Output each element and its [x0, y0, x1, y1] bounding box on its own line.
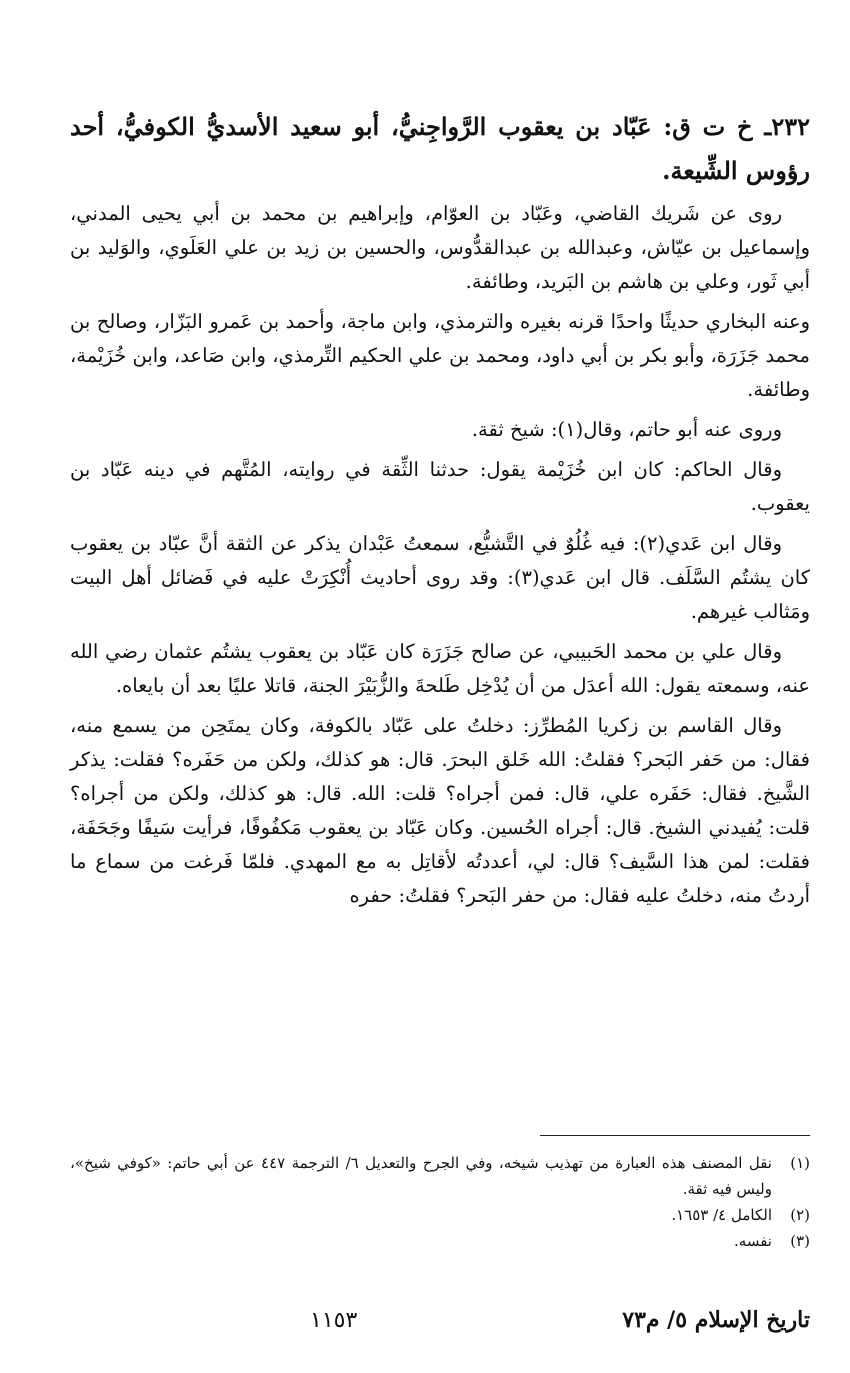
- paragraph-narrators-from: روى عن شَريك القاضي، وعَبّاد بن العوّام، وإبراهيم بن محمد بن أبي يحيى المدني، وإسماعيل بن عيّاش، وعبدالله بن عبدالقدُّوس، والحسين بن زيد بن علي العَلَوي، والوَليد بن أبي ثَور، وعلي بن هاشم بن البَريد، وطائفة.: [70, 202, 810, 293]
- footnote-text: الكامل ٤/ ١٦٥٣.: [671, 1206, 772, 1224]
- footnote-number: (٣): [790, 1232, 810, 1250]
- footnote-text: نقل المصنف هذه العبارة من تهذيب شيخه، وفي الجرح والتعديل ٦/ الترجمة ٤٤٧ عن أبي حاتم: «كوفي شيخ»، وليس فيه ثقة.: [70, 1154, 772, 1198]
- main-text: [70, 105, 810, 919]
- footnote-item: [70, 1202, 810, 1228]
- signature-mark: تاريخ الإسلام ٥/ م٧٣: [622, 1307, 810, 1333]
- paragraph-abu-hatim: وروى عنه أبو حاتم، وقال(١): شيخ ثقة.: [471, 418, 782, 441]
- footnote-number: (٢): [790, 1206, 810, 1224]
- paragraph-ibn-adi: وقال ابن عَدي(٢): فيه غُلُوٌ في التَّشيُّع، سمعتُ عَبْدان يذكر عن الثقة أنَّ عبّاد بن يعقوب كان يشتُم السَّلَف. قال ابن عَدي(٣): وقد روى أحاديث أُنْكِرَتْ عليه في فَضائل أهل البيت ومَثالب غيرهم.: [70, 532, 810, 623]
- footnotes: [70, 1135, 810, 1254]
- page-number: ١١٥٣: [310, 1308, 358, 1333]
- footnote-number: (١): [790, 1154, 810, 1172]
- footnote-divider: [540, 1135, 810, 1136]
- paragraph-habibi: وقال علي بن محمد الحَبيبي، عن صالح جَزَرَة كان عَبّاد بن يعقوب يشتُم عثمان رضي الله عنه، وسمعته يقول: الله أعدَل من أن يُدْخِل طَلحةَ والزُّبَيْرَ الجنة، قاتلا عليًا بعد أن بايعاه.: [70, 640, 810, 697]
- page-footer: [70, 1307, 810, 1333]
- footnote-text: نفسه.: [734, 1232, 772, 1250]
- paragraph-qasim: وقال القاسم بن زكريا المُطرِّز: دخلتُ على عَبّاد بالكوفة، وكان يمتَحِن من يسمع منه، فقال: من حَفر البَحر؟ فقلتُ: الله خَلق البحرَ. قال: هو كذلك، ولكن من حَفَره؟ فقلت: يذكر الشَّيخ. فقال: حَفَره علي، قال: فمن أجراه؟ قلت: الله. قال: هو كذلك، ولكن من أجراه؟ قلت: يُفيدني الشيخ. قال: أجراه الحُسين. وكان عَبّاد بن يعقوب مَكفُوفًا، فرأيت سَيفًا وجَحَفَة، فقلت: لمن هذا السَّيف؟ قال: لي، أعددتُه لأقاتِل به مع المهدي. فلمّا فَرغت من سماع ما أردتُ منه، دخلتُ عليه فقال: من حفر البَحر؟ فقلتُ: حفره: [70, 714, 810, 907]
- footnote-item: [70, 1228, 810, 1254]
- footnote-item: [70, 1150, 810, 1202]
- entry-heading: ٢٣٢ـ خ ت ق: عَبّاد بن يعقوب الرَّواجِنيُّ، أبو سعيد الأسديُّ الكوفيُّ، أحد رؤوس الشِّيعة.: [70, 112, 810, 185]
- paragraph-narrators-to: وعنه البخاري حديثًا واحدًا قرنه بغيره والترمذي، وابن ماجة، وأحمد بن عَمرو البَزّار، وصالح بن محمد جَزَرَة، وأبو بكر بن أبي داود، ومحمد بن علي الحكيم التِّرمذي، وابن صَاعد، وابن خُزَيْمة، وطائفة.: [70, 310, 810, 401]
- paragraph-hakim: وقال الحاكم: كان ابن خُزَيْمة يقول: حدثنا الثِّقة في روايته، المُتَّهم في دينه عَبّاد بن يعقوب.: [70, 458, 810, 515]
